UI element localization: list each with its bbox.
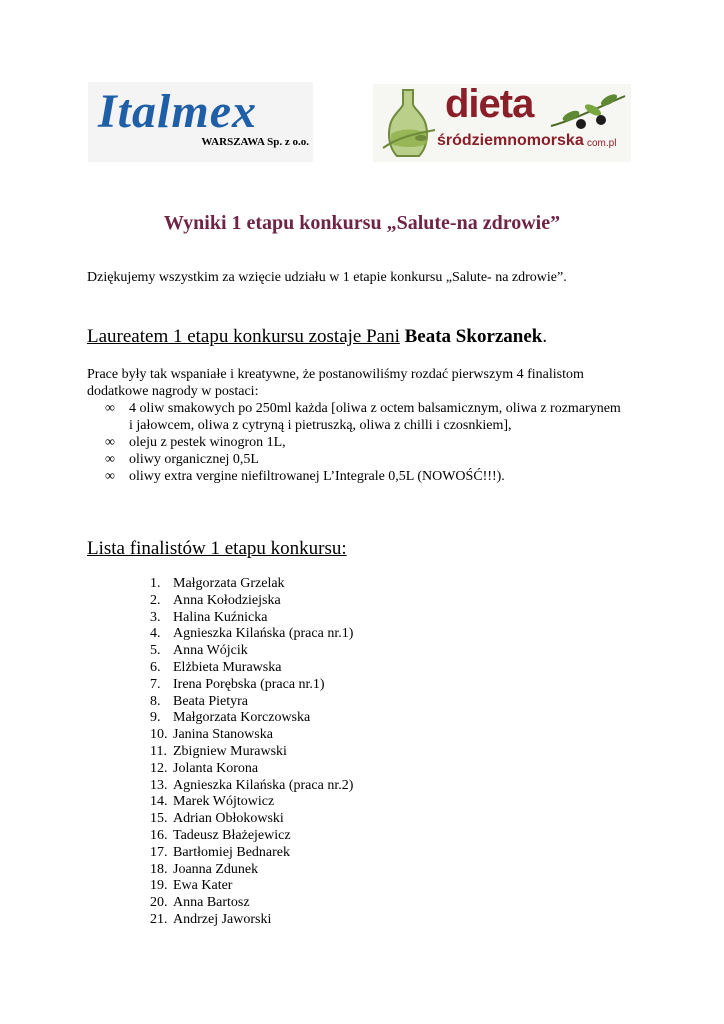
item-number: 10. (150, 727, 168, 743)
item-number: 14. (150, 794, 168, 810)
item-number: 3. (150, 609, 161, 625)
italmex-logo (88, 82, 313, 162)
thanks-paragraph: Dziękujemy wszystkim za wzięcie udziału w 1 etapie konkursu „Salute- na zdrowie”. (87, 270, 567, 285)
finalist-name: Małgorzata Korczowska (173, 710, 311, 726)
page-title: Wyniki 1 etapu konkursu „Salute-na zdrowie” (163, 212, 561, 234)
finalist-name: Anna Bartosz (173, 895, 250, 911)
finalist-name: Jolanta Korona (173, 760, 259, 776)
list-item (150, 744, 353, 761)
list-item (150, 626, 353, 643)
list-item (150, 895, 353, 912)
item-number: 5. (150, 643, 161, 659)
prize-text: 4 oliw smakowych po 250ml każda [oliwa z octem balsamicznym, oliwa z rozmarynem i jałowcem, oliwa z cytryną i pietruszką, oliwa z chilli i czosnkiem], (129, 401, 621, 433)
list-item (150, 912, 353, 929)
finalist-name: Andrzej Jaworski (173, 911, 272, 927)
finalist-name: Halina Kuźnicka (173, 609, 268, 625)
finalists-list (150, 576, 353, 929)
prize-text: oliwy extra vergine niefiltrowanej L’Integrale 0,5L (NOWOŚĆ!!!). (129, 469, 505, 484)
finalist-name: Agnieszka Kilańska (praca nr.1) (173, 626, 354, 642)
list-item (150, 761, 353, 778)
item-number: 17. (150, 844, 168, 860)
list-item (150, 694, 353, 711)
item-number: 6. (150, 659, 161, 675)
list-item (150, 778, 353, 795)
item-number: 4. (150, 626, 161, 642)
item-number: 12. (150, 760, 168, 776)
laureate-line (87, 326, 547, 348)
finalist-name: Małgorzata Grzelak (173, 576, 285, 591)
list-item (150, 643, 353, 660)
list-item (150, 794, 353, 811)
list-item (150, 878, 353, 895)
list-item (150, 710, 353, 727)
item-number: 1. (150, 576, 161, 591)
item-number: 2. (150, 592, 161, 608)
finalist-name: Ewa Kater (173, 878, 233, 894)
prize-text: oleju z pestek winogron 1L, (129, 435, 286, 450)
infinity-bullet-icon: ∞ (105, 401, 115, 416)
finalist-name: Anna Wójcik (173, 643, 248, 659)
prize-item (105, 451, 625, 468)
list-item (150, 593, 353, 610)
finalists-heading: Lista finalistów 1 etapu konkursu: (87, 538, 347, 559)
list-item (150, 610, 353, 627)
prize-item (105, 468, 625, 485)
intro-paragraph: Prace były tak wspaniałe i kreatywne, że postanowiliśmy rozdać pierwszym 4 finalistom dodatkowe nagrody w postaci: (87, 367, 584, 399)
finalist-name: Tadeusz Błażejewicz (173, 827, 291, 843)
item-number: 7. (150, 676, 161, 692)
olive-branch-icon (549, 90, 627, 134)
infinity-bullet-icon: ∞ (105, 452, 115, 467)
list-item (150, 845, 353, 862)
list-item (150, 660, 353, 677)
item-number: 8. (150, 693, 161, 709)
finalist-name: Zbigniew Murawski (173, 743, 287, 759)
item-number: 15. (150, 811, 168, 827)
logo-header (88, 82, 633, 166)
item-number: 9. (150, 710, 161, 726)
laureate-lead: Laureatem 1 etapu konkursu zostaje Pani (87, 326, 400, 347)
item-number: 20. (150, 895, 168, 911)
finalist-name: Irena Porębska (praca nr.1) (173, 676, 325, 692)
prize-item (105, 434, 625, 451)
item-number: 19. (150, 878, 168, 894)
prize-text: oliwy organicznej 0,5L (129, 452, 259, 467)
item-number: 16. (150, 827, 168, 843)
finalist-name: Beata Pietyra (173, 693, 249, 709)
italmex-subtitle: WARSZAWA Sp. z o.o. (201, 136, 309, 148)
finalist-name: Joanna Zdunek (173, 861, 259, 877)
list-item (150, 828, 353, 845)
finalist-name: Marek Wójtowicz (173, 794, 275, 810)
item-number: 13. (150, 777, 168, 793)
dieta-logo (373, 84, 631, 162)
laureate-end: . (542, 326, 548, 347)
finalist-name: Adrian Obłokowski (173, 811, 284, 827)
finalist-name: Anna Kołodziejska (173, 592, 281, 608)
list-item (150, 811, 353, 828)
finalist-name: Bartłomiej Bednarek (173, 844, 291, 860)
infinity-bullet-icon: ∞ (105, 469, 115, 484)
list-item (150, 862, 353, 879)
item-number: 18. (150, 861, 168, 877)
finalist-name: Janina Stanowska (173, 727, 273, 743)
dieta-domain: com.pl (587, 138, 617, 149)
finalist-name: Elżbieta Murawska (173, 659, 282, 675)
dieta-word: dieta (445, 82, 534, 126)
item-number: 11. (150, 743, 167, 759)
dieta-subtitle: śródziemnomorska (437, 132, 584, 149)
infinity-bullet-icon: ∞ (105, 435, 115, 450)
prize-item (105, 400, 625, 434)
list-item (150, 677, 353, 694)
list-item (150, 727, 353, 744)
italmex-brand: Italmex (98, 85, 257, 138)
finalist-name: Agnieszka Kilańska (praca nr.2) (173, 777, 354, 793)
laureate-name: Beata Skorzanek (404, 326, 543, 347)
oil-bottle-icon (381, 88, 437, 160)
prize-list (105, 400, 625, 485)
item-number: 21. (150, 911, 168, 927)
list-item (150, 576, 353, 593)
